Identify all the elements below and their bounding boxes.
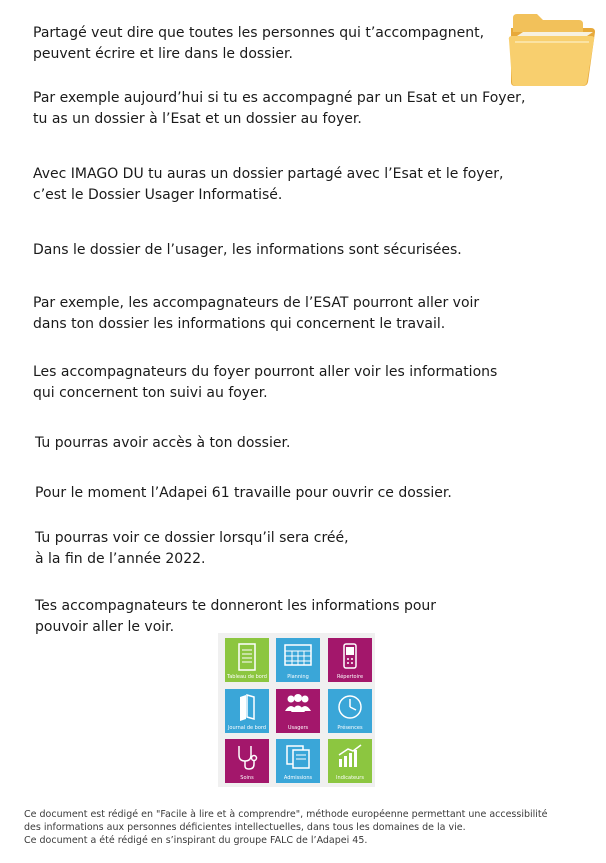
tile-planning bbox=[276, 638, 320, 682]
tile-label: Usagers bbox=[287, 725, 309, 731]
tile-usagers bbox=[276, 689, 320, 733]
tile-label: Planning bbox=[287, 674, 309, 680]
clock-icon bbox=[336, 693, 364, 721]
tile-label: Indicateurs bbox=[336, 775, 364, 781]
paragraph-3: Avec IMAGO DU tu auras un dossier partagé avec l’Esat et le foyer, c’est le Dossier Usager Informatisé. bbox=[33, 166, 504, 203]
paragraph-7: Tu pourras avoir accès à ton dossier. bbox=[35, 435, 291, 451]
paragraph-8: Pour le moment l’Adapei 61 travaille pour ouvrir ce dossier. bbox=[35, 485, 452, 501]
clipboard-icon bbox=[236, 642, 258, 672]
footer-line-2: des informations aux personnes déficientes intellectuelles, dans tous les domaines de la vie. bbox=[24, 822, 466, 833]
paragraph-5: Par exemple, les accompagnateurs de l’ESAT pourront aller voir dans ton dossier les informations qui concernent le travail. bbox=[33, 295, 480, 332]
app-tiles-grid bbox=[218, 633, 375, 787]
chart-icon bbox=[336, 743, 364, 769]
paragraph-4: Dans le dossier de l’usager, les informations sont sécurisées. bbox=[33, 242, 462, 258]
paragraph-2: Par exemple aujourd’hui si tu es accompagné par un Esat et un Foyer, tu as un dossier à l’Esat et un dossier au foyer. bbox=[33, 90, 526, 127]
footer-note bbox=[24, 808, 584, 847]
paragraph-1: Partagé veut dire que toutes les personnes qui t’accompagnent, peuvent écrire et lire dans le dossier. bbox=[33, 25, 485, 62]
folder-icon bbox=[503, 6, 599, 90]
tile-soins bbox=[225, 739, 269, 783]
tile-label: Présences bbox=[337, 725, 363, 731]
footer-line-1: Ce document est rédigé en "Facile à lire et à comprendre", méthode européenne permettant une accessibilité bbox=[24, 809, 548, 820]
paragraph-10: Tes accompagnateurs te donneront les informations pour pouvoir aller le voir. bbox=[35, 598, 437, 635]
tile-tableau-de-bord bbox=[225, 638, 269, 682]
tile-label: Journal de bord bbox=[227, 725, 267, 731]
tile-presences bbox=[328, 689, 372, 733]
calendar-icon bbox=[283, 642, 313, 668]
documents-icon bbox=[284, 743, 312, 769]
tile-label: Répertoire bbox=[336, 674, 364, 680]
tile-repertoire bbox=[328, 638, 372, 682]
paragraph-6: Les accompagnateurs du foyer pourront aller voir les informations qui concernent ton suivi au foyer. bbox=[33, 364, 498, 401]
tile-indicateurs bbox=[328, 739, 372, 783]
footer-line-3: Ce document a été rédigé en s’inspirant du groupe FALC de l’Adapei 45. bbox=[24, 835, 368, 846]
phone-icon bbox=[341, 642, 359, 670]
stethoscope-icon bbox=[234, 743, 260, 771]
paragraph-9: Tu pourras voir ce dossier lorsqu’il sera créé, à la fin de l’année 2022. bbox=[35, 530, 349, 567]
book-icon bbox=[236, 693, 258, 721]
tile-journal-de-bord bbox=[225, 689, 269, 733]
tile-admissions bbox=[276, 739, 320, 783]
tile-label: Tableau de bord bbox=[227, 674, 267, 680]
tile-label: Admissions bbox=[283, 775, 313, 781]
tile-label: Soins bbox=[240, 775, 254, 781]
users-icon bbox=[283, 693, 313, 715]
